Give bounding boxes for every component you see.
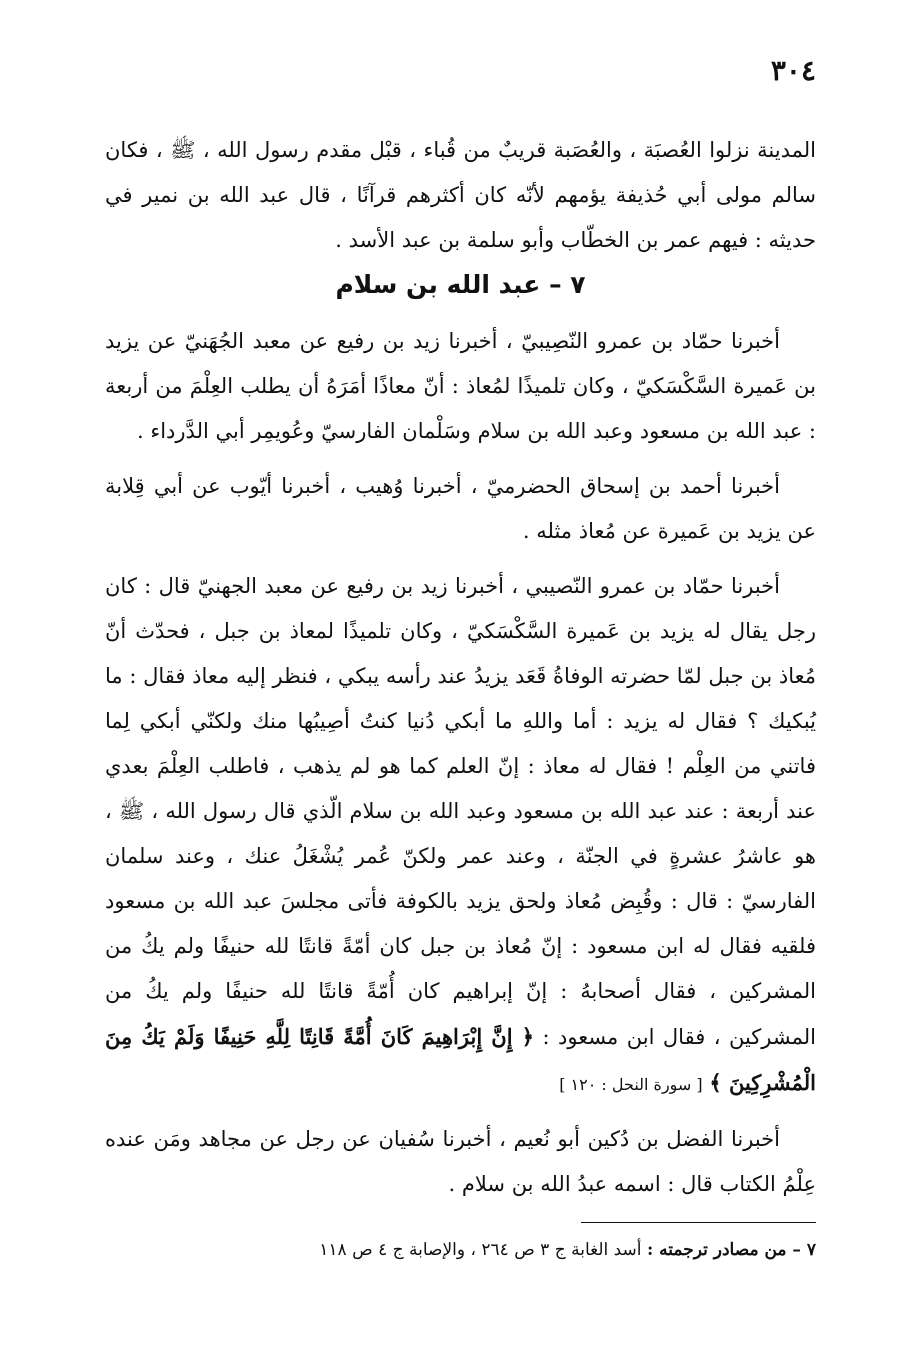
opening-paragraph: المدينة نزلوا العُصبَة ، والعُصَبة قريبٌ من قُباء ، قبْل مقدم رسول الله ، ﷺ ، فكان سالم مولى أبي حُذيفة يؤمهم لأنّه كان أكثرهم قرآنًا ، قال عبد الله بن نمير في حديثه : فيهم عمر بن الخطّاب وأبو سلمة بن عبد الأسد . (105, 138, 816, 252)
paragraph-3 (105, 564, 816, 1107)
paragraph-3-text: أخبرنا حمّاد بن عمرو النّصيبي ، أخبرنا زيد بن رفيع عن معبد الجهنيّ قال : كان رجل يقال له يزيد بن عَميرة السَّكْسَكيّ ، وكان تلميذًا لمعاذ بن جبل ، فحدّث أنّ مُعاذ بن جبل لمّا حضرته الوفاةُ قَعَد يزيدُ عند رأسه يبكي ، فنظر إليه معاذ فقال : ما يُبكيك ؟ فقال له يزيد : أما واللهِ ما أبكي دُنيا كنتُ أصِيبُها منك ولكنّي أبكي لِما فاتني من العِلْم ! فقال له معاذ : إنّ العلم كما هو لم يذهب ، فاطلب العِلْمَ بعدي عند أربعة : عند عبد الله بن مسعود وعبد الله بن سلام الّذي قال رسول الله ، ﷺ ، هو عاشرُ عشرةٍ في الجنّة ، وعند عمر ولكنّ عُمر يُشْغَلُ عنك ، وعند سلمان الفارسيّ : قال : وقُبِض مُعاذ ولحق يزيد بالكوفة فأتى مجلسَ عبد الله بن مسعود فلقيه فقال له ابن مسعود : إنّ مُعاذ بن جبل كان أمّةً قانتًا لله حنيفًا ولم يكُ من المشركين ، فقال أصحابهُ : إنّ إبراهيم كان أُمّةً قانتًا لله حنيفًا ولم يكُ من المشركين ، فقال ابن مسعود : (105, 574, 816, 1049)
section-heading: ٧ – عبد الله بن سلام (335, 270, 586, 299)
page-body (105, 128, 816, 1207)
paragraph-2: أخبرنا أحمد بن إسحاق الحضرميّ ، أخبرنا وُهيب ، أخبرنا أيّوب عن أبي قِلابة عن يزيد بن عَميرة عن مُعاذ مثله . (105, 474, 816, 543)
footnote-label: ٧ – من مصادر ترجمته : (646, 1240, 816, 1260)
paragraph-1: أخبرنا حمّاد بن عمرو النّصِيبيّ ، أخبرنا زيد بن رفيع عن معبد الجُهَنيّ عن يزيد بن عَميرة السَّكْسَكيّ ، وكان تلميذًا لمُعاذ : أنّ معاذًا أمَرَهُ أن يطلب العِلْمَ من أربعة : عبد الله بن مسعود وعبد الله بن سلام وسَلْمان الفارسيّ وعُويمِر أبي الدَّرداء . (105, 329, 816, 443)
closing-paragraph: أخبرنا الفضل بن دُكين أبو نُعيم ، أخبرنا سُفيان عن رجل عن مجاهد ومَن عنده عِلْمُ الكتاب قال : اسمه عبدُ الله بن سلام . (105, 1127, 816, 1196)
quran-verse: ﴿ إِنَّ إِبْرَاهِيمَ كَانَ أُمَّةً قَانِتًا لِلَّهِ حَنِيفًا وَلَمْ يَكُ مِنَ الْمُشْرِكِينَ ﴾ (105, 1024, 816, 1095)
page-number: ٣٠٤ (770, 54, 816, 87)
footnote-text: أسد الغابة ج ٣ ص ٢٦٤ ، والإصابة ج ٤ ص ١١٨ (319, 1240, 642, 1260)
quran-citation: [ سورة النحل : ١٢٠ ] (559, 1075, 703, 1094)
footnote (105, 1235, 816, 1265)
footnote-divider (581, 1222, 816, 1223)
